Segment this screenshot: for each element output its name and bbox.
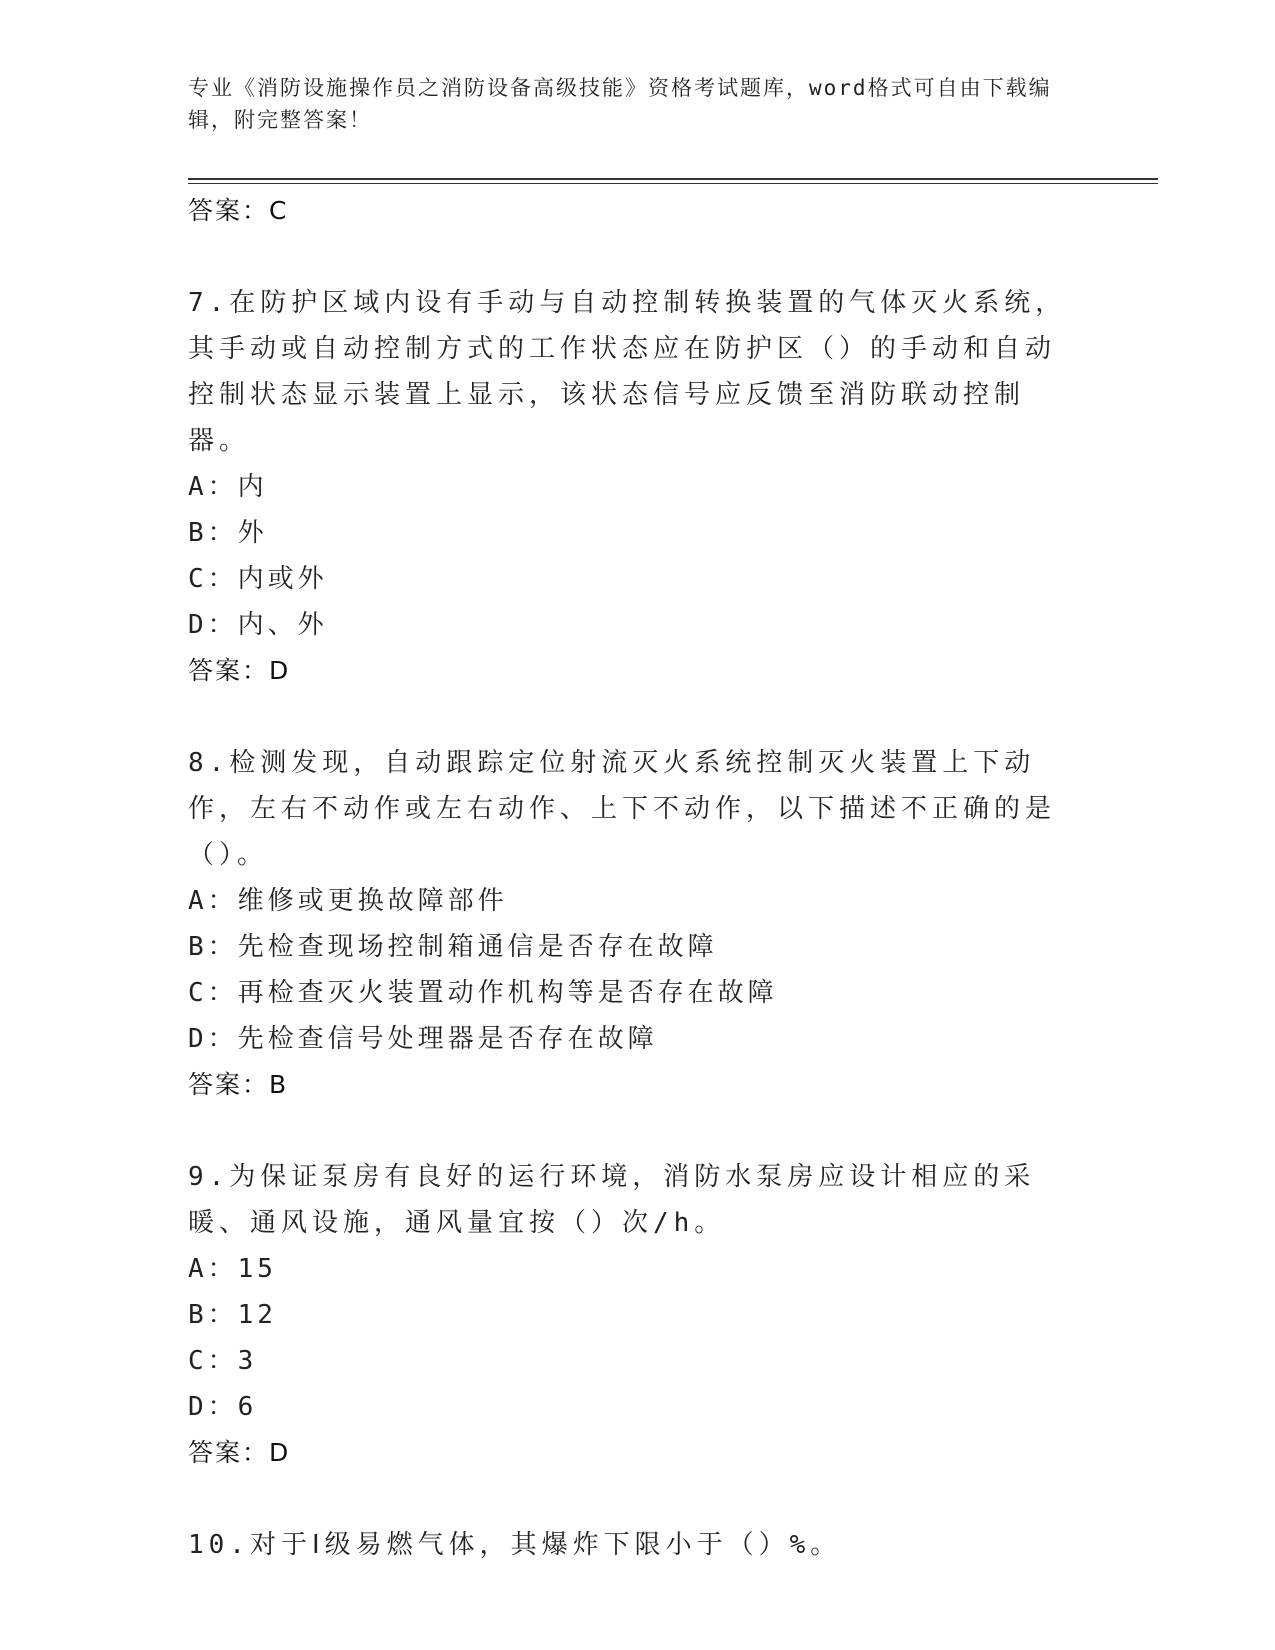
option-a: A：维修或更换故障部件 bbox=[188, 886, 508, 916]
answer-line: 答案：D bbox=[188, 1438, 291, 1467]
question-stem: 10.对于Ⅰ级易燃气体，其爆炸下限小于（）%。 bbox=[188, 1530, 842, 1560]
option-b: B：外 bbox=[188, 518, 268, 548]
option-c: C：内或外 bbox=[188, 564, 328, 594]
question-stem: 8.检测发现，自动跟踪定位射流灭火系统控制灭火装置上下动作，左右不动作或左右动作、上下不动作，以下描述不正确的是（）。 bbox=[188, 748, 1057, 870]
option-b: B：12 bbox=[188, 1300, 277, 1330]
option-c: C：3 bbox=[188, 1346, 258, 1376]
option-a: A：内 bbox=[188, 472, 268, 502]
option-b: B：先检查现场控制箱通信是否存在故障 bbox=[188, 932, 718, 962]
header-rule-thin bbox=[188, 183, 1158, 184]
answer-line: 答案：D bbox=[188, 656, 291, 685]
option-a: A：15 bbox=[188, 1254, 277, 1284]
question-list bbox=[188, 188, 1068, 1568]
option-d: D：内、外 bbox=[188, 610, 328, 640]
question-stem: 7.在防护区域内设有手动与自动控制转换装置的气体灭火系统，其手动或自动控制方式的工作状态应在防护区（）的手动和自动控制状态显示装置上显示，该状态信号应反馈至消防联动控制器。 bbox=[188, 288, 1067, 456]
answer-line: 答案：C bbox=[188, 196, 289, 225]
page-header: 专业《消防设施操作员之消防设备高级技能》资格考试题库，word格式可自由下载编辑，附完整答案！ bbox=[188, 76, 1052, 132]
question-stem: 9.为保证泵房有良好的运行环境，消防水泵房应设计相应的采暖、通风设施，通风量宜按（）次/h。 bbox=[188, 1162, 1036, 1238]
option-d: D：先检查信号处理器是否存在故障 bbox=[188, 1024, 658, 1054]
header-rule bbox=[188, 178, 1158, 180]
answer-line: 答案：B bbox=[188, 1070, 289, 1099]
option-c: C：再检查灭火装置动作机构等是否存在故障 bbox=[188, 978, 778, 1008]
option-d: D：6 bbox=[188, 1392, 258, 1422]
